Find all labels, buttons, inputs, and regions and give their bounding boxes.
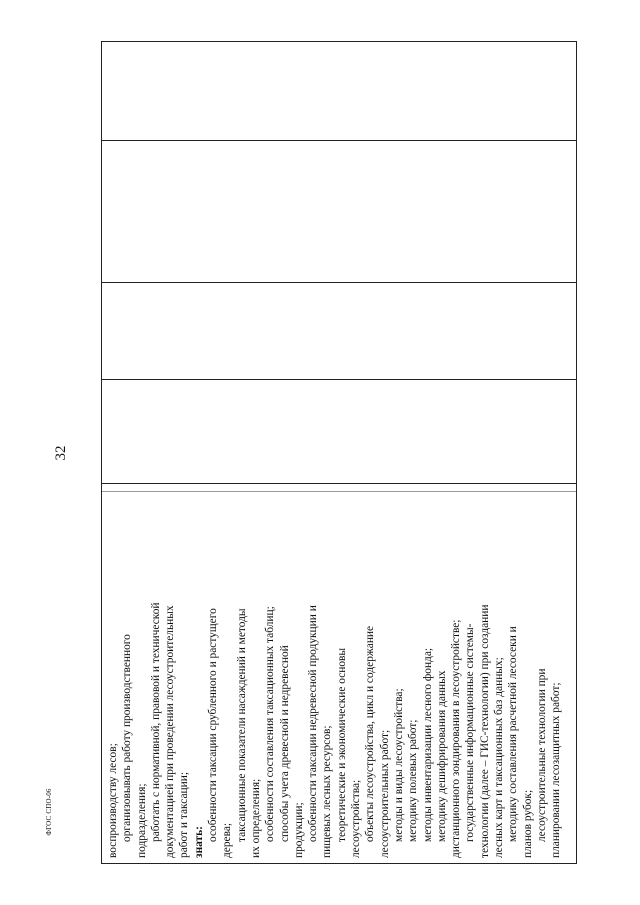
column-divider-2 — [102, 282, 576, 283]
cell-line: дистанционного зондирования в лесоустройстве; — [450, 619, 463, 858]
cell-line: особенности таксации срубленного и растущего — [207, 608, 220, 842]
cell-line: их определения; — [249, 778, 262, 858]
cell-line: воспроизводству лесов; — [107, 743, 119, 858]
cell-line: лесоустройства; — [350, 779, 363, 858]
cell-line: особенности таксации недревесной продукции и — [307, 605, 320, 842]
cell-line: знать: — [192, 826, 205, 858]
cell-line: продукции; — [292, 802, 305, 858]
column-divider-3 — [102, 379, 576, 380]
cell-line: работ и таксации; — [178, 772, 191, 858]
cell-line: методику дешифрирования данных — [435, 670, 448, 842]
footer-code: ФГОС СПО-06 — [45, 788, 53, 836]
cell-line: пищевых лесных ресурсов; — [321, 725, 334, 858]
cell-line: методы и виды лесоустройства; — [392, 688, 405, 842]
cell-line: теоретические и экономические основы — [335, 647, 348, 842]
cell-line: государственные информационные системы- — [464, 623, 477, 842]
cell-line: дерева; — [221, 822, 234, 858]
cell-line: работать с нормативной, правовой и технической — [149, 602, 162, 842]
cell-line: методику полевых работ; — [407, 719, 420, 842]
cell-line: таксационные показатели насаждений и методы — [235, 608, 248, 842]
cell-line: особенности составления таксационных таблиц; — [264, 606, 277, 842]
cell-line: методы инвентаризации лесного фонда; — [421, 647, 434, 842]
cell-line: лесных карт и таксационных баз данных; — [493, 657, 506, 858]
cell-line: подразделения; — [135, 783, 148, 858]
cell-line: лесоустроительных работ; — [378, 729, 391, 858]
column-divider-1 — [102, 140, 576, 141]
rotated-content — [103, 394, 563, 864]
page-number: 32 — [53, 445, 69, 461]
cell-line: технологии (далее – ГИС-технологии) при создании — [478, 604, 491, 858]
cell-line: планировании лесозащитных работ; — [550, 682, 563, 858]
cell-line: способы учета древесной и недревесной — [278, 645, 291, 842]
table-cell-text — [106, 486, 564, 858]
cell-line: организовывать работу производственного — [121, 634, 134, 842]
cell-line: документацией при проведении лесоустроительных — [164, 605, 177, 858]
cell-line: объекты лесоустройства, цикл и содержание — [364, 625, 377, 842]
cell-line: планов рубок; — [521, 789, 534, 858]
cell-line: методику составления расчетной лесосеки и — [507, 626, 520, 842]
cell-line: лесоустроительные технологии при — [535, 668, 548, 842]
